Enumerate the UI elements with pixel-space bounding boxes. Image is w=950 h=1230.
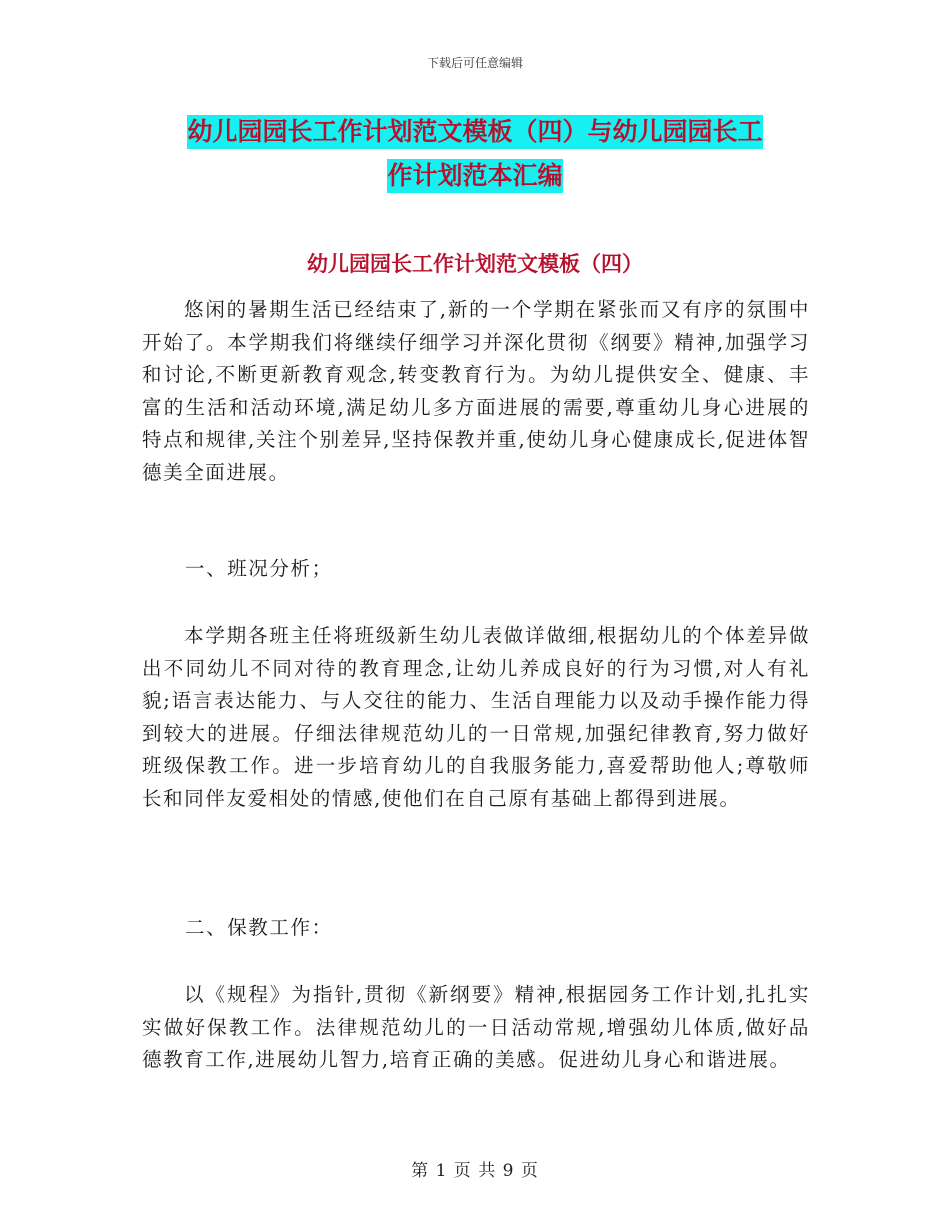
care-education-paragraph: 以《规程》为指针,贯彻《新纲要》精神,根据园务工作计划,扎扎实实做好保教工作。法律规范幼儿的一日活动常规,增强幼儿体质,做好品德教育工作,进展幼儿智力,培育正确的美感。促进幼儿身心和谐进展。 [142,983,810,1072]
class-analysis-paragraph: 本学期各班主任将班级新生幼儿表做详做细,根据幼儿的个体差异做出不同幼儿不同对待的教育理念,让幼儿养成良好的行为习惯,对人有礼貌;语言表达能力、与人交往的能力、生活自理能力以及动手操作能力得到较大的进展。仔细法律规范幼儿的一日常规,加强纪律教育,努力做好班级保教工作。进一步培育幼儿的自我服务能力,喜爱帮助他人;尊敬师长和同伴友爱相处的情感,使他们在自己原有基础上都得到进展。 [142,624,810,810]
document-title [140,110,810,198]
title-line-2: 作计划范本汇编 [387,159,562,193]
heading-care-education: 二、保教工作： [185,916,333,939]
header-note: 下载后可任意编辑 [426,56,523,70]
intro-paragraph: 悠闲的暑期生活已经结束了,新的一个学期在紧张而又有序的氛围中开始了。本学期我们将继续仔细学习并深化贯彻《纲要》精神,加强学习和讨论,不断更新教育观念,转变教育行为。为幼儿提供安全、健康、丰富的生活和活动环境,满足幼儿多方面进展的需要,尊重幼儿身心进展的特点和规律,关注个别差异,坚持保教并重,使幼儿身心健康成长,促进体智德美全面进展。 [142,298,810,484]
page-footer: 第 1 页 共 9 页 [411,1161,539,1181]
title-line-1: 幼儿园园长工作计划范文模板（四）与幼儿园园长工 [187,115,762,149]
section-title: 幼儿园园长工作计划范文模板（四） [307,252,643,276]
heading-class-analysis: 一、班况分析； [185,557,333,580]
